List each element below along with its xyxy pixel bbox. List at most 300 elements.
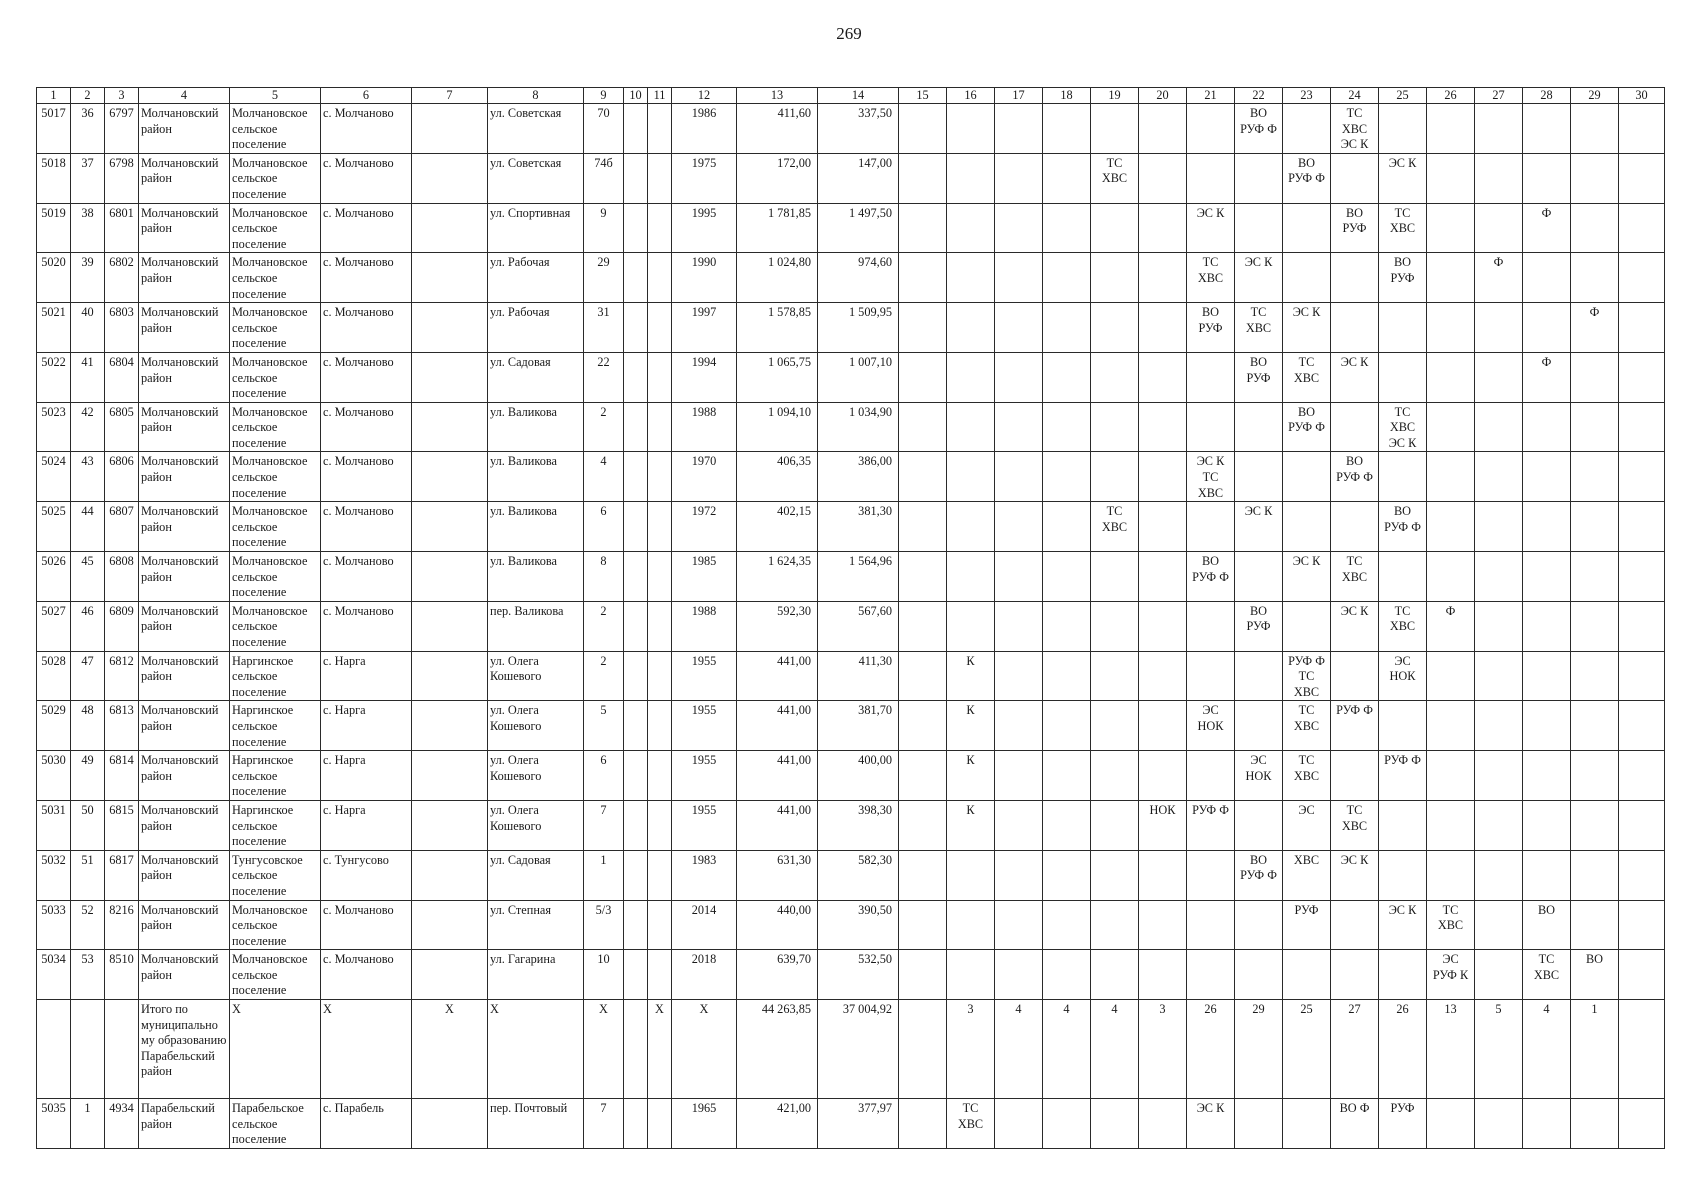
table-row xyxy=(37,751,1665,801)
house-id-cell: 6814 xyxy=(105,751,139,801)
col10-cell xyxy=(624,651,648,701)
record-number-cell: 5027 xyxy=(37,601,71,651)
work-type-col-18-cell xyxy=(1043,452,1091,502)
work-type-col-29-cell: 1 xyxy=(1571,1000,1619,1099)
column-number-cell: 28 xyxy=(1523,88,1571,104)
total-area-cell: 440,00 xyxy=(737,900,818,950)
work-type-col-21-cell xyxy=(1187,502,1235,552)
col7-cell xyxy=(412,203,488,253)
column-number-cell: 29 xyxy=(1571,88,1619,104)
work-type-col-30-cell xyxy=(1619,651,1665,701)
locality-cell: с. Молчаново xyxy=(321,203,412,253)
work-type-col-20-cell xyxy=(1139,203,1187,253)
table-row xyxy=(37,352,1665,402)
house-number-cell: 6 xyxy=(584,502,624,552)
col10-cell xyxy=(624,950,648,1000)
record-number-cell xyxy=(37,1000,71,1099)
work-type-col-26-cell xyxy=(1427,402,1475,452)
locality-cell: с. Молчаново xyxy=(321,950,412,1000)
work-type-col-22-cell: ЭС К xyxy=(1235,253,1283,303)
work-type-col-19-cell xyxy=(1091,452,1139,502)
locality-cell: с. Молчаново xyxy=(321,601,412,651)
work-type-col-17-cell xyxy=(995,104,1043,154)
settlement-cell: Тунгусовское сельское поселение xyxy=(230,850,321,900)
work-type-col-29-cell: ВО xyxy=(1571,950,1619,1000)
work-type-col-18-cell xyxy=(1043,153,1091,203)
work-type-col-29-cell xyxy=(1571,402,1619,452)
work-type-col-16-cell: 3 xyxy=(947,1000,995,1099)
work-type-col-25-cell: ЭС НОК xyxy=(1379,651,1427,701)
work-type-col-21-cell: ВО РУФ Ф xyxy=(1187,552,1235,602)
municipal-district-cell: Молчановский район xyxy=(139,800,230,850)
col11-cell xyxy=(648,303,672,353)
work-type-col-29-cell xyxy=(1571,452,1619,502)
column-number-row xyxy=(37,88,1665,104)
column-number-cell: 24 xyxy=(1331,88,1379,104)
living-area-cell: 582,30 xyxy=(818,850,899,900)
work-type-col-21-cell xyxy=(1187,352,1235,402)
work-type-col-24-cell: РУФ Ф xyxy=(1331,701,1379,751)
work-type-col-27-cell xyxy=(1475,352,1523,402)
col7-cell xyxy=(412,850,488,900)
column-number-cell: 3 xyxy=(105,88,139,104)
column-number-cell: 20 xyxy=(1139,88,1187,104)
total-area-cell: 1 065,75 xyxy=(737,352,818,402)
work-type-col-15-cell xyxy=(899,253,947,303)
work-type-col-28-cell xyxy=(1523,751,1571,801)
column-number-cell: 27 xyxy=(1475,88,1523,104)
record-number-cell: 5030 xyxy=(37,751,71,801)
work-type-col-27-cell xyxy=(1475,1099,1523,1149)
work-type-col-20-cell xyxy=(1139,104,1187,154)
settlement-cell: X xyxy=(230,1000,321,1099)
work-type-col-24-cell: ТС ХВС ЭС К xyxy=(1331,104,1379,154)
locality-cell: с. Молчаново xyxy=(321,502,412,552)
work-type-col-19-cell xyxy=(1091,900,1139,950)
table-row xyxy=(37,402,1665,452)
work-type-col-22-cell: ЭС К xyxy=(1235,502,1283,552)
record-number-cell: 5021 xyxy=(37,303,71,353)
work-type-col-17-cell xyxy=(995,601,1043,651)
municipal-district-cell: Молчановский район xyxy=(139,203,230,253)
work-type-col-28-cell: Ф xyxy=(1523,203,1571,253)
municipal-district-cell: Молчановский район xyxy=(139,153,230,203)
year-built-cell: 2014 xyxy=(672,900,737,950)
living-area-cell: 381,70 xyxy=(818,701,899,751)
work-type-col-22-cell: 29 xyxy=(1235,1000,1283,1099)
total-area-cell: 406,35 xyxy=(737,452,818,502)
col10-cell xyxy=(624,253,648,303)
col11-cell xyxy=(648,203,672,253)
record-number-cell: 5019 xyxy=(37,203,71,253)
work-type-col-22-cell xyxy=(1235,552,1283,602)
work-type-col-17-cell xyxy=(995,751,1043,801)
row-index-cell: 47 xyxy=(71,651,105,701)
year-built-cell: 1955 xyxy=(672,651,737,701)
work-type-col-23-cell xyxy=(1283,203,1331,253)
work-type-col-19-cell xyxy=(1091,352,1139,402)
row-index-cell: 45 xyxy=(71,552,105,602)
work-type-col-18-cell xyxy=(1043,502,1091,552)
street-cell: ул. Спортивная xyxy=(488,203,584,253)
work-type-col-30-cell xyxy=(1619,153,1665,203)
work-type-col-29-cell xyxy=(1571,601,1619,651)
house-id-cell: 4934 xyxy=(105,1099,139,1149)
settlement-cell: Молчановское сельское поселение xyxy=(230,153,321,203)
col10-cell xyxy=(624,701,648,751)
table-row xyxy=(37,701,1665,751)
work-type-col-23-cell: ТС ХВС xyxy=(1283,352,1331,402)
table-row xyxy=(37,253,1665,303)
work-type-col-24-cell: ВО РУФ xyxy=(1331,203,1379,253)
work-type-col-20-cell xyxy=(1139,950,1187,1000)
work-type-col-20-cell: НОК xyxy=(1139,800,1187,850)
municipal-district-cell: Молчановский район xyxy=(139,253,230,303)
work-type-col-21-cell xyxy=(1187,950,1235,1000)
record-number-cell: 5024 xyxy=(37,452,71,502)
work-type-col-19-cell xyxy=(1091,253,1139,303)
street-cell: ул. Рабочая xyxy=(488,303,584,353)
row-index-cell: 41 xyxy=(71,352,105,402)
row-index-cell: 1 xyxy=(71,1099,105,1149)
column-number-cell: 15 xyxy=(899,88,947,104)
work-type-col-16-cell xyxy=(947,153,995,203)
house-id-cell: 6806 xyxy=(105,452,139,502)
living-area-cell: 974,60 xyxy=(818,253,899,303)
work-type-col-19-cell xyxy=(1091,402,1139,452)
work-type-col-24-cell xyxy=(1331,153,1379,203)
work-type-col-30-cell xyxy=(1619,253,1665,303)
work-type-col-17-cell xyxy=(995,253,1043,303)
work-type-col-24-cell: ЭС К xyxy=(1331,601,1379,651)
living-area-cell: 147,00 xyxy=(818,153,899,203)
work-type-col-26-cell xyxy=(1427,651,1475,701)
work-type-col-15-cell xyxy=(899,153,947,203)
work-type-col-23-cell xyxy=(1283,950,1331,1000)
house-number-cell: 2 xyxy=(584,601,624,651)
work-type-col-25-cell xyxy=(1379,452,1427,502)
municipal-district-cell: Молчановский район xyxy=(139,104,230,154)
col10-cell xyxy=(624,751,648,801)
house-id-cell: 6817 xyxy=(105,850,139,900)
work-type-col-17-cell xyxy=(995,402,1043,452)
col11-cell xyxy=(648,452,672,502)
total-area-cell: 411,60 xyxy=(737,104,818,154)
work-type-col-16-cell xyxy=(947,203,995,253)
work-type-col-29-cell xyxy=(1571,153,1619,203)
street-cell: ул. Садовая xyxy=(488,850,584,900)
municipal-district-cell: Итого по муниципально му образованию Парабельский район xyxy=(139,1000,230,1099)
work-type-col-25-cell: ВО РУФ Ф xyxy=(1379,502,1427,552)
settlement-cell: Молчановское сельское поселение xyxy=(230,303,321,353)
table-row xyxy=(37,950,1665,1000)
work-type-col-26-cell xyxy=(1427,452,1475,502)
work-type-col-17-cell xyxy=(995,800,1043,850)
work-type-col-15-cell xyxy=(899,1099,947,1149)
col10-cell xyxy=(624,303,648,353)
col7-cell xyxy=(412,701,488,751)
work-type-col-23-cell: РУФ xyxy=(1283,900,1331,950)
work-type-col-19-cell xyxy=(1091,601,1139,651)
work-type-col-26-cell xyxy=(1427,850,1475,900)
work-type-col-15-cell xyxy=(899,402,947,452)
work-type-col-23-cell: ТС ХВС xyxy=(1283,751,1331,801)
house-id-cell: 6804 xyxy=(105,352,139,402)
street-cell: ул. Олега Кошевого xyxy=(488,751,584,801)
work-type-col-22-cell xyxy=(1235,452,1283,502)
work-type-col-22-cell xyxy=(1235,900,1283,950)
work-type-col-18-cell xyxy=(1043,900,1091,950)
col11-cell xyxy=(648,502,672,552)
row-index-cell: 46 xyxy=(71,601,105,651)
col7-cell xyxy=(412,950,488,1000)
work-type-col-21-cell: ЭС НОК xyxy=(1187,701,1235,751)
work-type-col-25-cell: ЭС К xyxy=(1379,153,1427,203)
locality-cell: с. Молчаново xyxy=(321,900,412,950)
work-type-col-21-cell xyxy=(1187,751,1235,801)
record-number-cell: 5035 xyxy=(37,1099,71,1149)
house-number-cell: 5/3 xyxy=(584,900,624,950)
house-number-cell: 1 xyxy=(584,850,624,900)
column-number-cell: 23 xyxy=(1283,88,1331,104)
column-number-cell: 22 xyxy=(1235,88,1283,104)
settlement-cell: Парабельское сельское поселение xyxy=(230,1099,321,1149)
work-type-col-18-cell xyxy=(1043,601,1091,651)
year-built-cell: 1965 xyxy=(672,1099,737,1149)
work-type-col-20-cell xyxy=(1139,552,1187,602)
col7-cell xyxy=(412,800,488,850)
col7-cell xyxy=(412,1099,488,1149)
column-number-cell: 26 xyxy=(1427,88,1475,104)
municipal-district-cell: Молчановский район xyxy=(139,552,230,602)
work-type-col-20-cell xyxy=(1139,502,1187,552)
work-type-col-17-cell xyxy=(995,701,1043,751)
living-area-cell: 1 509,95 xyxy=(818,303,899,353)
work-type-col-23-cell xyxy=(1283,1099,1331,1149)
work-type-col-15-cell xyxy=(899,104,947,154)
house-number-cell: 29 xyxy=(584,253,624,303)
work-type-col-19-cell xyxy=(1091,104,1139,154)
record-number-cell: 5018 xyxy=(37,153,71,203)
work-type-col-28-cell xyxy=(1523,303,1571,353)
col7-cell xyxy=(412,601,488,651)
municipal-district-cell: Молчановский район xyxy=(139,303,230,353)
work-type-col-20-cell xyxy=(1139,850,1187,900)
living-area-cell: 532,50 xyxy=(818,950,899,1000)
work-type-col-16-cell xyxy=(947,502,995,552)
street-cell: ул. Олега Кошевого xyxy=(488,800,584,850)
work-type-col-24-cell: ТС ХВС xyxy=(1331,552,1379,602)
work-type-col-29-cell xyxy=(1571,104,1619,154)
work-type-col-18-cell xyxy=(1043,104,1091,154)
house-number-cell: X xyxy=(584,1000,624,1099)
house-id-cell: 6805 xyxy=(105,402,139,452)
work-type-col-16-cell: К xyxy=(947,800,995,850)
work-type-col-26-cell xyxy=(1427,303,1475,353)
house-id-cell: 8216 xyxy=(105,900,139,950)
work-type-col-20-cell xyxy=(1139,701,1187,751)
house-id-cell: 6803 xyxy=(105,303,139,353)
street-cell: пер. Почтовый xyxy=(488,1099,584,1149)
living-area-cell: 337,50 xyxy=(818,104,899,154)
settlement-cell: Молчановское сельское поселение xyxy=(230,452,321,502)
year-built-cell: 1994 xyxy=(672,352,737,402)
locality-cell: с. Молчаново xyxy=(321,402,412,452)
work-type-col-25-cell: ВО РУФ xyxy=(1379,253,1427,303)
work-type-col-20-cell xyxy=(1139,352,1187,402)
settlement-cell: Молчановское сельское поселение xyxy=(230,253,321,303)
work-type-col-30-cell xyxy=(1619,402,1665,452)
municipal-district-cell: Молчановский район xyxy=(139,900,230,950)
row-index-cell: 38 xyxy=(71,203,105,253)
house-id-cell: 6808 xyxy=(105,552,139,602)
locality-cell: с. Нарга xyxy=(321,701,412,751)
settlement-cell: Молчановское сельское поселение xyxy=(230,900,321,950)
work-type-col-18-cell xyxy=(1043,203,1091,253)
work-type-col-16-cell: К xyxy=(947,651,995,701)
municipal-district-cell: Молчановский район xyxy=(139,502,230,552)
house-id-cell: 6813 xyxy=(105,701,139,751)
work-type-col-16-cell xyxy=(947,900,995,950)
table-row xyxy=(37,850,1665,900)
work-type-col-23-cell xyxy=(1283,601,1331,651)
locality-cell: с. Молчаново xyxy=(321,104,412,154)
work-type-col-28-cell: 4 xyxy=(1523,1000,1571,1099)
work-type-col-24-cell: ВО РУФ Ф xyxy=(1331,452,1379,502)
work-type-col-24-cell xyxy=(1331,303,1379,353)
living-area-cell: 1 497,50 xyxy=(818,203,899,253)
work-type-col-26-cell xyxy=(1427,153,1475,203)
work-type-col-25-cell xyxy=(1379,552,1427,602)
work-type-col-30-cell xyxy=(1619,1000,1665,1099)
row-index-cell: 40 xyxy=(71,303,105,353)
settlement-cell: Наргинское сельское поселение xyxy=(230,701,321,751)
house-number-cell: 4 xyxy=(584,452,624,502)
column-number-cell: 11 xyxy=(648,88,672,104)
house-id-cell: 6809 xyxy=(105,601,139,651)
work-type-col-25-cell: РУФ xyxy=(1379,1099,1427,1149)
work-type-col-24-cell: 27 xyxy=(1331,1000,1379,1099)
column-number-cell: 12 xyxy=(672,88,737,104)
work-type-col-21-cell: РУФ Ф xyxy=(1187,800,1235,850)
work-type-col-18-cell xyxy=(1043,950,1091,1000)
row-index-cell: 44 xyxy=(71,502,105,552)
municipal-district-cell: Молчановский район xyxy=(139,850,230,900)
work-type-col-24-cell: ВО Ф xyxy=(1331,1099,1379,1149)
col11-cell xyxy=(648,104,672,154)
work-type-col-26-cell xyxy=(1427,552,1475,602)
column-number-cell: 1 xyxy=(37,88,71,104)
work-type-col-18-cell xyxy=(1043,303,1091,353)
house-id-cell: 6798 xyxy=(105,153,139,203)
year-built-cell: 1985 xyxy=(672,552,737,602)
total-row xyxy=(37,1000,1665,1099)
work-type-col-28-cell xyxy=(1523,104,1571,154)
municipal-district-cell: Молчановский район xyxy=(139,352,230,402)
work-type-col-22-cell xyxy=(1235,651,1283,701)
work-type-col-20-cell xyxy=(1139,153,1187,203)
total-area-cell: 592,30 xyxy=(737,601,818,651)
work-type-col-25-cell: ТС ХВС xyxy=(1379,203,1427,253)
work-type-col-16-cell xyxy=(947,104,995,154)
work-type-col-30-cell xyxy=(1619,1099,1665,1149)
row-index-cell: 43 xyxy=(71,452,105,502)
work-type-col-16-cell xyxy=(947,303,995,353)
work-type-col-20-cell xyxy=(1139,1099,1187,1149)
col10-cell xyxy=(624,900,648,950)
work-type-col-28-cell xyxy=(1523,651,1571,701)
work-type-col-29-cell xyxy=(1571,800,1619,850)
work-type-col-18-cell xyxy=(1043,850,1091,900)
work-type-col-30-cell xyxy=(1619,900,1665,950)
work-type-col-29-cell xyxy=(1571,203,1619,253)
year-built-cell: 1955 xyxy=(672,751,737,801)
work-type-col-26-cell xyxy=(1427,1099,1475,1149)
col11-cell xyxy=(648,402,672,452)
house-id-cell xyxy=(105,1000,139,1099)
work-type-col-30-cell xyxy=(1619,850,1665,900)
work-type-col-23-cell xyxy=(1283,452,1331,502)
house-number-cell: 5 xyxy=(584,701,624,751)
work-type-col-28-cell xyxy=(1523,402,1571,452)
col11-cell xyxy=(648,800,672,850)
year-built-cell: 1988 xyxy=(672,601,737,651)
work-type-col-24-cell: ЭС К xyxy=(1331,352,1379,402)
locality-cell: с. Молчаново xyxy=(321,552,412,602)
column-number-cell: 2 xyxy=(71,88,105,104)
year-built-cell: 1972 xyxy=(672,502,737,552)
column-number-cell: 14 xyxy=(818,88,899,104)
col7-cell xyxy=(412,153,488,203)
work-type-col-25-cell: 26 xyxy=(1379,1000,1427,1099)
work-type-col-15-cell xyxy=(899,701,947,751)
col7-cell xyxy=(412,104,488,154)
work-type-col-22-cell: ВО РУФ xyxy=(1235,601,1283,651)
work-type-col-18-cell xyxy=(1043,651,1091,701)
locality-cell: с. Парабель xyxy=(321,1099,412,1149)
col10-cell xyxy=(624,452,648,502)
work-type-col-19-cell: ТС ХВС xyxy=(1091,153,1139,203)
row-index-cell: 50 xyxy=(71,800,105,850)
work-type-col-29-cell xyxy=(1571,1099,1619,1149)
work-type-col-17-cell xyxy=(995,203,1043,253)
work-type-col-20-cell xyxy=(1139,303,1187,353)
work-type-col-27-cell xyxy=(1475,402,1523,452)
work-type-col-20-cell xyxy=(1139,402,1187,452)
work-type-col-16-cell xyxy=(947,950,995,1000)
col11-cell xyxy=(648,701,672,751)
work-type-col-27-cell xyxy=(1475,800,1523,850)
work-type-col-17-cell xyxy=(995,651,1043,701)
col11-cell xyxy=(648,352,672,402)
work-type-col-28-cell xyxy=(1523,153,1571,203)
work-type-col-18-cell xyxy=(1043,253,1091,303)
col10-cell xyxy=(624,1099,648,1149)
work-type-col-28-cell xyxy=(1523,1099,1571,1149)
work-type-col-23-cell xyxy=(1283,502,1331,552)
work-type-col-22-cell xyxy=(1235,402,1283,452)
work-type-col-23-cell: ВО РУФ Ф xyxy=(1283,153,1331,203)
house-id-cell: 6812 xyxy=(105,651,139,701)
work-type-col-25-cell xyxy=(1379,701,1427,751)
work-type-col-26-cell xyxy=(1427,203,1475,253)
table-row xyxy=(37,452,1665,502)
column-number-cell: 9 xyxy=(584,88,624,104)
work-type-col-17-cell xyxy=(995,950,1043,1000)
work-type-col-27-cell xyxy=(1475,900,1523,950)
table-row xyxy=(37,502,1665,552)
column-number-cell: 19 xyxy=(1091,88,1139,104)
